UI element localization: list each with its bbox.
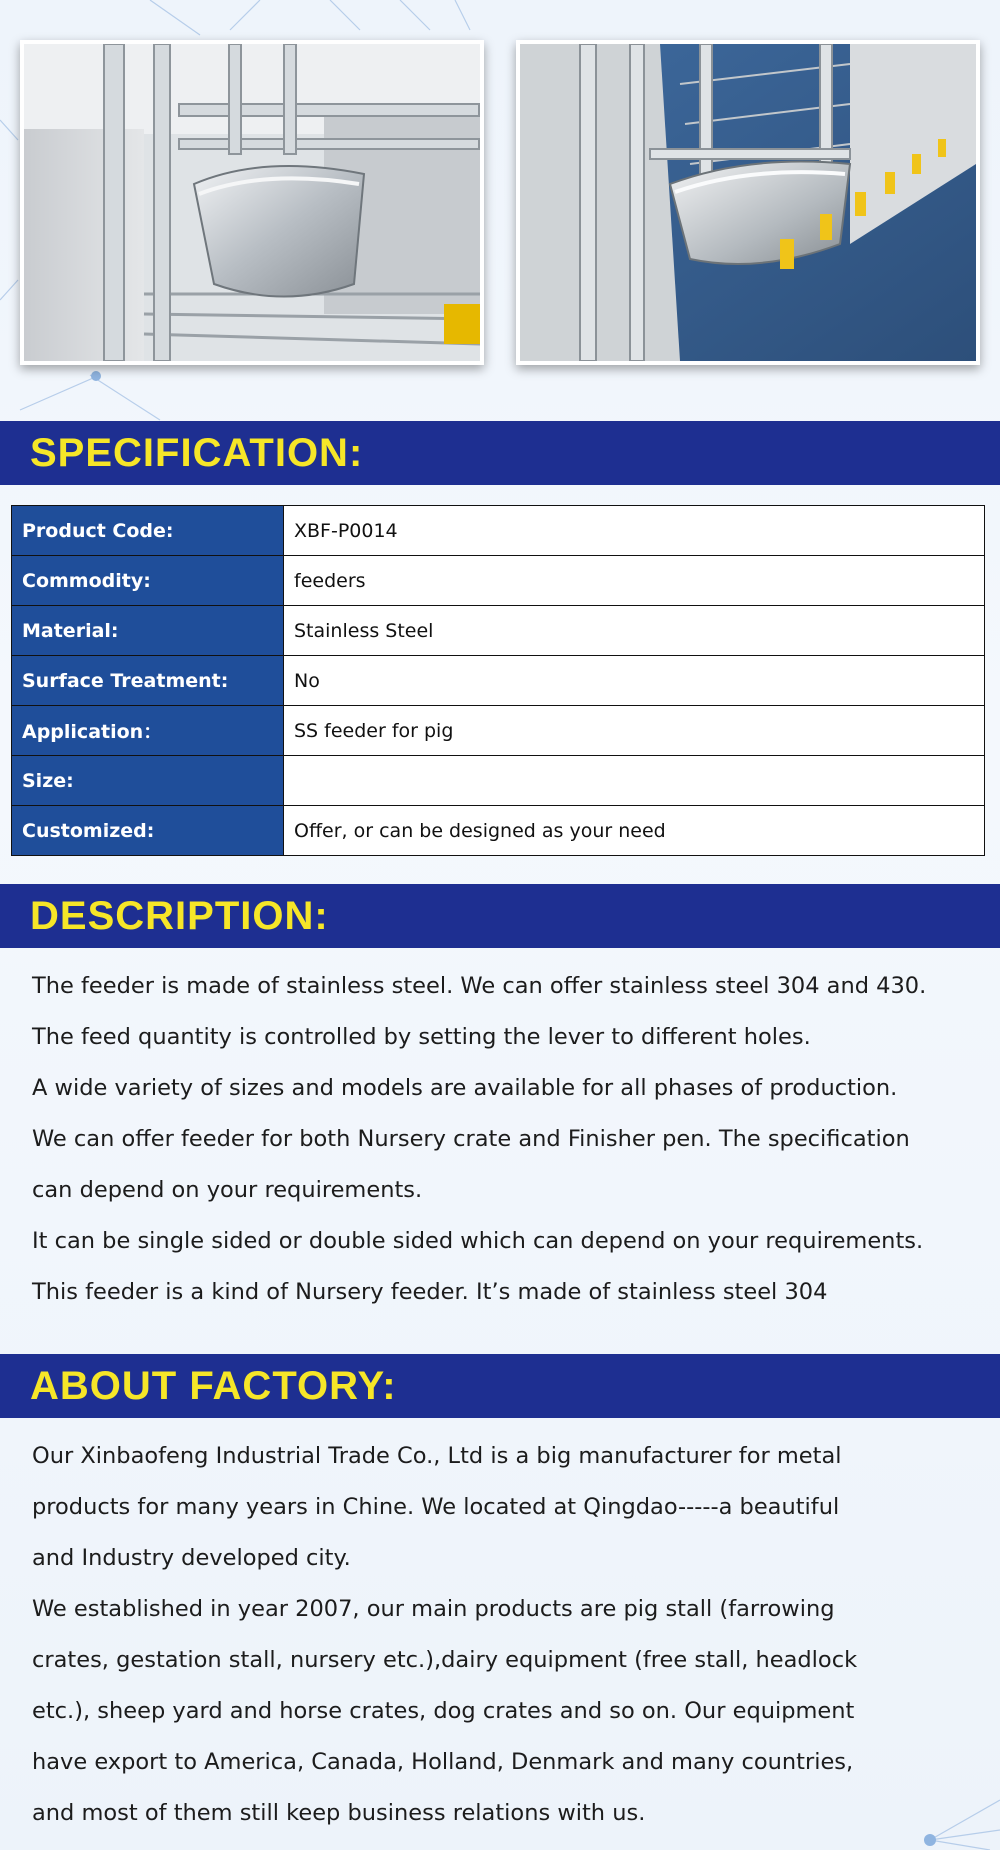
description-line: This feeder is a kind of Nursery feeder. It’s made of stainless steel 304: [32, 1279, 828, 1305]
factory-line: We established in year 2007, our main products are pig stall (farrowing: [32, 1596, 835, 1622]
table-row: [12, 806, 985, 856]
factory-line: and Industry developed city.: [32, 1545, 351, 1571]
factory-heading: ABOUT FACTORY:: [30, 1364, 397, 1408]
spec-label-size: Size:: [12, 756, 284, 806]
description-line: A wide variety of sizes and models are available for all phases of production.: [32, 1075, 898, 1101]
table-row: [12, 556, 985, 606]
spec-value-customized: Offer, or can be designed as your need: [284, 806, 985, 856]
table-row: [12, 656, 985, 706]
description-text: [32, 961, 982, 1318]
factory-line: Our Xinbaofeng Industrial Trade Co., Ltd is a big manufacturer for metal: [32, 1443, 842, 1469]
spec-label-application: Application：: [12, 706, 284, 756]
spec-value-material: Stainless Steel: [284, 606, 985, 656]
factory-header-band: [0, 1354, 1000, 1418]
specification-table: [11, 505, 985, 856]
description-heading: DESCRIPTION:: [30, 894, 329, 938]
description-line: can depend on your requirements.: [32, 1177, 423, 1203]
table-row: [12, 756, 985, 806]
spec-label-surface-treatment: Surface Treatment:: [12, 656, 284, 706]
spec-label-customized: Customized:: [12, 806, 284, 856]
specification-header-band: [0, 421, 1000, 485]
feeder-photo-right-image: [520, 44, 976, 361]
spec-label-material: Material:: [12, 606, 284, 656]
description-header-band: [0, 884, 1000, 948]
feeder-photo-left: [20, 40, 484, 365]
table-row: [12, 706, 985, 756]
spec-value-application: SS feeder for pig: [284, 706, 985, 756]
factory-line: and most of them still keep business relations with us.: [32, 1800, 646, 1826]
spec-label-commodity: Commodity:: [12, 556, 284, 606]
description-line: It can be single sided or double sided which can depend on your requirements.: [32, 1228, 924, 1254]
factory-line: crates, gestation stall, nursery etc.),dairy equipment (free stall, headlock: [32, 1647, 858, 1673]
specification-heading: SPECIFICATION:: [30, 431, 364, 475]
factory-line: have export to America, Canada, Holland, Denmark and many countries,: [32, 1749, 854, 1775]
table-row: [12, 506, 985, 556]
description-line: We can offer feeder for both Nursery crate and Finisher pen. The specification: [32, 1126, 910, 1152]
factory-text: [32, 1431, 982, 1839]
spec-value-commodity: feeders: [284, 556, 985, 606]
feeder-photo-right: [516, 40, 980, 365]
table-row: [12, 606, 985, 656]
spec-label-product-code: Product Code:: [12, 506, 284, 556]
description-line: The feeder is made of stainless steel. We can offer stainless steel 304 and 430.: [32, 973, 927, 999]
spec-value-product-code: XBF-P0014: [284, 506, 985, 556]
description-line: The feed quantity is controlled by setting the lever to different holes.: [32, 1024, 811, 1050]
feeder-photo-left-image: [24, 44, 480, 361]
factory-line: products for many years in Chine. We located at Qingdao-----a beautiful: [32, 1494, 840, 1520]
spec-value-size: [284, 756, 985, 806]
factory-line: etc.), sheep yard and horse crates, dog crates and so on. Our equipment: [32, 1698, 855, 1724]
spec-value-surface-treatment: No: [284, 656, 985, 706]
